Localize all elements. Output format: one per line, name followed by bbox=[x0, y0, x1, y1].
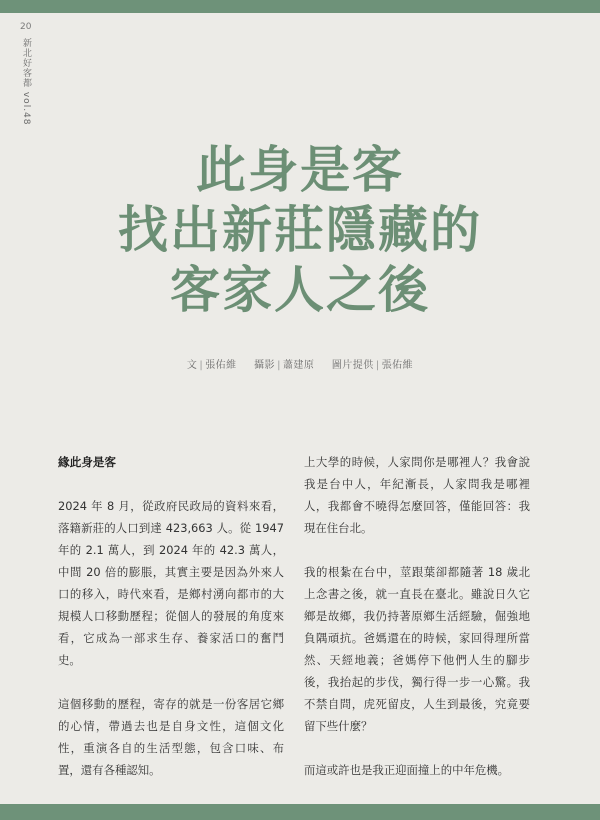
right-paragraph-3: 而這或許也是我正迎面撞上的中年危機。 bbox=[304, 763, 510, 777]
image-credit-author: 張佑維 bbox=[381, 360, 414, 371]
photo-credit-label: 攝影 bbox=[254, 360, 276, 371]
page-number: 20 bbox=[20, 22, 32, 32]
right-paragraph-1: 上大學的時候，人家問你是哪裡人？我會說我是台中人，年紀漸長，人家問我是哪裡人，我都會不曉得怎麼回答，僅能回答：我現在住台北。 bbox=[304, 455, 530, 535]
credits-line: 文 | 張佑維 攝影 | 蕭建原 圖片提供 | 張佑維 bbox=[186, 360, 414, 371]
text-credit-author: 張佑維 bbox=[205, 360, 237, 371]
magazine-issue-label: 新北好客都 vol.48 bbox=[21, 38, 31, 126]
text-credit-label: 文 bbox=[186, 360, 198, 371]
left-paragraph-1: 2024 年 8 月，從政府民政局的資料來看，落籍新莊的人口到達 423,663 人。從 1947 年的 2.1 萬人，到 2024 年的 42.3 萬人，中間 20 倍的膨脹，其實主要是因為外來人口的移入，時代來看，是鄉村湧向都市的大規模人口移動歷程；從個人的發展的角度來看，它成為一部求生存、養家活口的奮鬥史。 bbox=[58, 499, 284, 667]
image-credit-label: 圖片提供 bbox=[331, 360, 374, 371]
left-column bbox=[58, 451, 284, 803]
title-line-2: 找出新莊隱藏的 bbox=[118, 200, 482, 259]
bottom-color-band bbox=[0, 804, 600, 820]
photo-credit-author: 蕭建原 bbox=[282, 360, 315, 371]
top-color-band bbox=[0, 0, 600, 13]
section-heading: 緣此身是客 bbox=[58, 455, 116, 469]
right-paragraph-2: 我的根紮在台中，莖跟葉卻都隨著 18 歲北上念書之後，就一直長在臺北。雖說日久它鄉是故鄉，我仍持著原鄉生活經驗，倔強地負隅頑抗。爸媽還在的時候，家回得理所當然、天經地義；爸媽停下他們人生的腳步後，我抬起的步伐，獨行得一步一心驚。我不禁自問，虎死留皮，人生到最後，究竟要留下些什麼？ bbox=[304, 565, 530, 733]
right-column bbox=[304, 451, 530, 803]
title-line-3: 客家人之後 bbox=[170, 260, 430, 319]
left-paragraph-2: 這個移動的歷程，寄存的就是一份客居它鄉的心情，帶過去也是自身文性，這個文化性，重演各自的生活型態，包含口味、布置，還有各種認知。 bbox=[58, 697, 284, 777]
article-title bbox=[0, 140, 600, 320]
title-line-1: 此身是客 bbox=[196, 140, 404, 199]
